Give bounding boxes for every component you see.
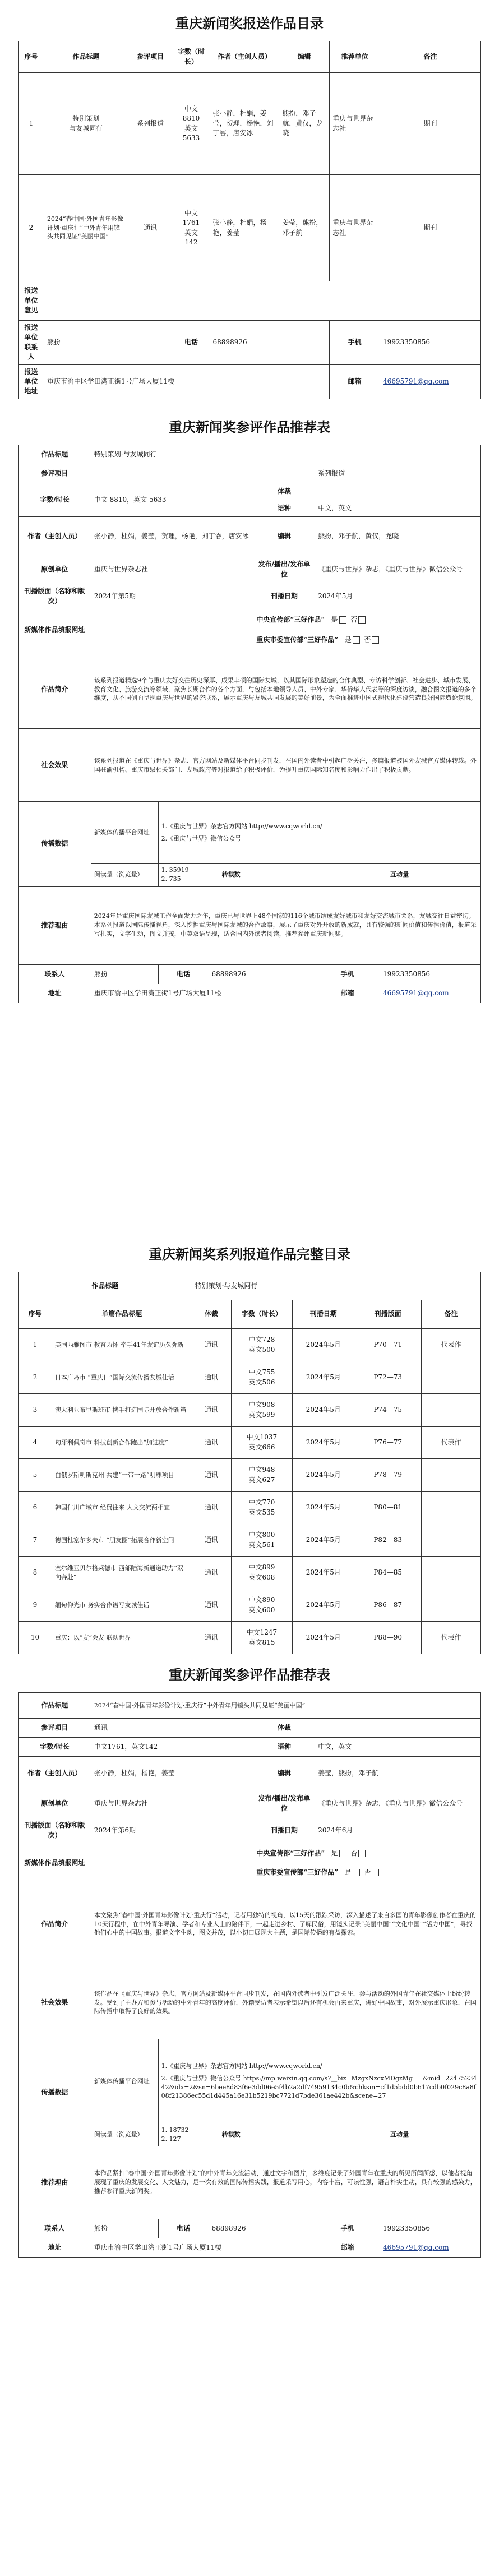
- editor-value: 熊扮，邓子航，黄仅，龙晓: [315, 517, 481, 556]
- addr-value: 重庆市渝中区学田湾正街1号广场大厦11楼: [91, 984, 315, 1003]
- row-editor: 熊扮，邓子航，黄仅，龙晓: [279, 73, 330, 175]
- row-length: 中文755 英文506: [231, 1361, 293, 1394]
- newmedia-label: 新媒体作品填报网址: [19, 1844, 91, 1882]
- row-unit: 重庆与世界杂志社: [330, 73, 380, 175]
- row-genre: 通讯: [192, 1361, 231, 1394]
- no-checkbox[interactable]: [358, 616, 366, 624]
- row-page: P76—77: [354, 1427, 422, 1459]
- series-work-title-label: 作品标题: [19, 1272, 192, 1300]
- row-note: [422, 1589, 481, 1622]
- yes-checkbox[interactable]: [339, 616, 346, 624]
- len-label: 字数/时长: [19, 1738, 91, 1757]
- rec1-table: [18, 445, 481, 1003]
- row-genre: 通讯: [192, 1557, 231, 1589]
- row-date: 2024年5月: [293, 1361, 354, 1394]
- no-checkbox[interactable]: [372, 636, 379, 644]
- table-row: [19, 1459, 481, 1492]
- genre-label: [253, 464, 315, 483]
- phone-value: 68898926: [209, 2219, 315, 2238]
- reason-label: 推荐理由: [19, 886, 91, 964]
- no-label: 否: [364, 635, 371, 644]
- table-row: [19, 1329, 481, 1361]
- contact-label: 联系人: [19, 964, 91, 984]
- issue-label: 刊播版面（名称和版次）: [19, 583, 91, 610]
- mobile-value: 19923350856: [380, 321, 481, 365]
- row-no: 4: [19, 1427, 52, 1459]
- row-title: 塞尔维亚贝尔格莱德市 西部陆海新通道助力“双向奔赴”: [52, 1557, 192, 1589]
- addr-value: 重庆市渝中区学田湾正街1号广场大厦11楼: [91, 2238, 315, 2257]
- table-row: [19, 1622, 481, 1654]
- row-genre: 通讯: [192, 1524, 231, 1557]
- intro-label: 作品简介: [19, 650, 91, 729]
- row-note: [422, 1492, 481, 1524]
- row-note: [422, 1557, 481, 1589]
- dept1-label: 中央宣传部“三好作品”: [256, 1849, 325, 1857]
- row-unit: 重庆与世界杂志社: [330, 175, 380, 281]
- spread-links: [158, 802, 480, 864]
- publish-value: 《重庆与世界》杂志，《重庆与世界》微信公众号: [315, 1790, 481, 1817]
- row-title: 美国西雅图市 教育为怀 牵手41年友谊历久弥新: [52, 1329, 192, 1361]
- row-date: 2024年5月: [293, 1622, 354, 1654]
- editor-label: 编辑: [253, 1757, 315, 1790]
- col-header-title: 单篇作品标题: [52, 1300, 192, 1328]
- editor-label: 编辑: [253, 517, 315, 556]
- lang-value: 中文，英文: [315, 1738, 481, 1757]
- row-genre: 通讯: [192, 1329, 231, 1361]
- work-title-value: 2024“春中国·外国青年影像计划·重庆行”中外青年用镜头共同见证“美丽中国”: [91, 1693, 480, 1719]
- col-header-genre: 体裁: [192, 1300, 231, 1328]
- contact-value: 熊扮: [91, 964, 158, 984]
- row-title: 德国杜塞尔多夫市 “朋友圈”拓展合作新空间: [52, 1524, 192, 1557]
- row-genre: 通讯: [192, 1492, 231, 1524]
- reason-label: 推荐理由: [19, 2146, 91, 2219]
- no-checkbox[interactable]: [358, 1850, 366, 1857]
- spread-platform-label: 新媒体传播平台网址: [91, 2039, 158, 2123]
- yes-label: 是: [331, 1849, 338, 1857]
- col-header-no: 序号: [19, 1300, 52, 1328]
- row-page: P88—90: [354, 1622, 422, 1654]
- yes-label: 是: [344, 1868, 352, 1876]
- row-length: 中文948 英文627: [231, 1459, 293, 1492]
- row-genre: 通讯: [192, 1589, 231, 1622]
- row-length: 中文1247 英文815: [231, 1622, 293, 1654]
- newmedia-label: 新媒体作品填报网址: [19, 610, 91, 650]
- no-label: 否: [350, 615, 358, 624]
- col-header-editor: 编辑: [279, 41, 330, 73]
- email-link[interactable]: 46695791@qq.com: [380, 2238, 481, 2257]
- lang-label: 语种: [253, 500, 315, 517]
- col-header-length: 字数（时长）: [231, 1300, 293, 1328]
- contact-value: 熊扮: [91, 2219, 158, 2238]
- table-row: [19, 1427, 481, 1459]
- rec2-title: 重庆新闻奖参评作品推荐表: [169, 1666, 330, 1683]
- row-length: 中文899 英文608: [231, 1557, 293, 1589]
- newmedia-value: [91, 1844, 253, 1882]
- row-title: 2024“春中国·外国青年影像计划·重庆行”中外青年用镜头共同见证“美丽中国”: [44, 175, 128, 281]
- phone-value: 68898926: [209, 964, 315, 984]
- row-item: 通讯: [128, 175, 173, 281]
- forward-value: [253, 2123, 380, 2146]
- row-note: 代表作: [422, 1329, 481, 1361]
- rec2-form: [0, 1651, 499, 2258]
- row-title: 澳大利亚布里斯班市 携手打造国际开放合作新篇: [52, 1394, 192, 1427]
- row-no: 1: [19, 1329, 52, 1361]
- phone-label: 电话: [158, 964, 209, 984]
- row-no: 2: [19, 1361, 52, 1394]
- row-length: 中文800 英文561: [231, 1524, 293, 1557]
- item-label: 参评项目: [19, 1719, 91, 1738]
- reason-value: 2024年是重庆国际友城工作全面发力之年，重庆已与世界上48个国家的116个城市结成友好城市和友好交流城市关系，友城交往日益密切。本系列报道以国际传播视角，深入挖掘重庆与国际友城的合作故事，展示了重庆对外开放的新成就，具有较强的新闻价值和传播价值，报道采写扎实，文字生动，图文并茂，中英双语呈现，适合国内外读者阅读，推荐参评重庆新闻奖。: [91, 886, 480, 964]
- rec1-title: 重庆新闻奖参评作品推荐表: [169, 419, 330, 435]
- col-header-note: 备注: [380, 41, 481, 73]
- contact-label: 报送单位联系人: [19, 321, 44, 365]
- row-date: 2024年5月: [293, 1427, 354, 1459]
- row-title: 日本广岛市 “重庆日”国际交流传播友城佳话: [52, 1361, 192, 1394]
- col-header-length: 字数（时长）: [173, 41, 210, 73]
- no-label: 否: [364, 1868, 371, 1876]
- row-no: 1: [19, 73, 44, 175]
- row-title: 重庆：以“友”会友 联动世界: [52, 1622, 192, 1654]
- rec1-form: [0, 404, 499, 1003]
- publish-value: 《重庆与世界》杂志，《重庆与世界》微信公众号: [315, 556, 481, 583]
- read-value: 1. 18732 2. 127: [158, 2123, 209, 2146]
- issue-value: 2024年第6期: [91, 1817, 253, 1844]
- read-cell: [91, 2123, 158, 2146]
- table-row: [19, 73, 481, 175]
- email-label: 邮箱: [330, 364, 380, 399]
- opinion-label: 报送单位意见: [19, 281, 44, 321]
- intro-label: 作品简介: [19, 1882, 91, 1966]
- mobile-value: 19923350856: [380, 2219, 481, 2238]
- row-author: 张小静，杜娟，杨艳，姜莹: [210, 175, 279, 281]
- len-label: 字数/时长: [19, 483, 91, 517]
- row-page: P70—71: [354, 1329, 422, 1361]
- forward-value: [253, 864, 380, 887]
- row-date: 2024年5月: [293, 1394, 354, 1427]
- contact-value: 熊扮: [44, 321, 173, 365]
- dept1-label: 中央宣传部“三好作品”: [256, 615, 325, 624]
- col-header-title: 作品标题: [44, 41, 128, 73]
- email-link[interactable]: 46695791@qq.com: [380, 984, 481, 1003]
- effect-label: 社会效果: [19, 1966, 91, 2039]
- len-value: 中文1761，英文142: [91, 1738, 253, 1757]
- row-note: 代表作: [422, 1427, 481, 1459]
- row-page: P74—75: [354, 1394, 422, 1427]
- dept2-label: 重庆市委宣传部“三好作品”: [256, 635, 339, 644]
- row-genre: 通讯: [192, 1622, 231, 1654]
- row-date: 2024年5月: [293, 1589, 354, 1622]
- read-label: 阅读量（浏览量）: [94, 2130, 144, 2138]
- col-header-note: 备注: [422, 1300, 481, 1328]
- row-editor: 姜莹，熊扮，邓子航: [279, 175, 330, 281]
- row-page: P72—73: [354, 1361, 422, 1394]
- dept2-row: [253, 630, 481, 650]
- row-no: 5: [19, 1459, 52, 1492]
- mail-label: 邮箱: [315, 2238, 380, 2257]
- publish-label: 发布/播出/发布单位: [253, 556, 315, 583]
- publish-label: 发布/播出/发布单位: [253, 1790, 315, 1817]
- date-value: 2024年6月: [315, 1817, 481, 1844]
- genre-item-value: 系列报道: [315, 464, 481, 483]
- effect-value: 该作品在《重庆与世界》杂志、官方网站及新媒体平台同步刊发，在国内外读者中引发广泛关注，参与活动的外国青年在社交媒体上纷纷转发。受到了主办方和参与活动的中外青年的高度评价，外籍受访者表示希望以后还有机会再来重庆，讲好中国故事，对外展示重庆形象，在国际传播中取得了良好的效果。: [91, 1966, 480, 2039]
- row-no: 7: [19, 1524, 52, 1557]
- interact-value: [419, 2123, 481, 2146]
- col-header-item: 参评项目: [128, 41, 173, 73]
- address-value: 重庆市渝中区学田湾正街1号广场大厦11楼: [44, 364, 329, 399]
- phone-label: 电话: [158, 2219, 209, 2238]
- mobile-label: 手机: [315, 2219, 380, 2238]
- outlet-value: 重庆与世界杂志社: [91, 556, 253, 583]
- row-genre: 通讯: [192, 1427, 231, 1459]
- item-label: 参评项目: [19, 464, 91, 483]
- table-row: [19, 1557, 481, 1589]
- reg-title: 重庆新闻奖报送作品目录: [175, 15, 324, 31]
- series-rows: [18, 1328, 481, 1654]
- row-title: 匈牙利佩奇市 科技创新合作跑出“加速度”: [52, 1427, 192, 1459]
- col-header-no: 序号: [19, 41, 44, 73]
- col-header-page: 刊播版面: [354, 1300, 422, 1328]
- forward-label: 转载数: [209, 864, 253, 887]
- row-note: 代表作: [422, 1622, 481, 1654]
- opinion-value: [44, 281, 480, 321]
- row-no: 8: [19, 1557, 52, 1589]
- row-length: 中文1037 英文666: [231, 1427, 293, 1459]
- addr-label: 地址: [19, 984, 91, 1003]
- spread-link-1[interactable]: 1.《重庆与世界》杂志官方网站 http://www.cqworld.cn/: [161, 822, 322, 830]
- row-page: P86—87: [354, 1589, 422, 1622]
- outlet-label: 原创单位: [19, 556, 91, 583]
- mobile-label: 手机: [315, 964, 380, 984]
- addr-label: 地址: [19, 2238, 91, 2257]
- interact-label: 互动量: [380, 2123, 419, 2146]
- row-date: 2024年5月: [293, 1329, 354, 1361]
- reg-table: [18, 41, 481, 399]
- genre-label: 体裁: [253, 1719, 315, 1738]
- table-row: [19, 175, 481, 281]
- item-value: 通讯: [91, 1719, 253, 1738]
- author-label: 作者（主创人员）: [19, 1757, 91, 1790]
- table-row: [19, 1492, 481, 1524]
- read-cell: [91, 864, 158, 887]
- interact-value: [419, 864, 481, 887]
- spread-link-1[interactable]: 1.《重庆与世界》杂志官方网站 http://www.cqworld.cn/: [161, 2062, 322, 2070]
- phone-value: 68898926: [210, 321, 330, 365]
- genre-value: [315, 1719, 481, 1738]
- read-label: 阅读量（浏览量）: [94, 870, 144, 878]
- row-length: 中文 8810 英文 5633: [173, 73, 210, 175]
- phone-label: 电话: [173, 321, 210, 365]
- author-value: 张小静，杜娟，杨艳，姜莹: [91, 1757, 253, 1790]
- contact-label: 联系人: [19, 2219, 91, 2238]
- dept1-row: [253, 610, 481, 630]
- table-row: [19, 1394, 481, 1427]
- row-genre: 通讯: [192, 1459, 231, 1492]
- row-length: 中文890 英文600: [231, 1589, 293, 1622]
- mobile-value: 19923350856: [380, 964, 481, 984]
- col-header-unit: 推荐单位: [330, 41, 380, 73]
- issue-value: 2024年第5期: [91, 583, 253, 610]
- genre-label: 体裁: [253, 483, 315, 500]
- row-note: 期刊: [380, 175, 481, 281]
- series-table: [18, 1272, 481, 1328]
- row-title: 白俄罗斯明斯克州 共建“一带一路”明珠项目: [52, 1459, 192, 1492]
- row-length: 中文908 英文599: [231, 1394, 293, 1427]
- row-genre: 通讯: [192, 1394, 231, 1427]
- row-length: 中文770 英文535: [231, 1492, 293, 1524]
- editor-value: 姜莹，熊扮，邓子航: [315, 1757, 481, 1790]
- outlet-label: 原创单位: [19, 1790, 91, 1817]
- yes-checkbox[interactable]: [353, 1869, 360, 1876]
- row-length: 中文728 英文500: [231, 1329, 293, 1361]
- col-header-date: 刊播日期: [293, 1300, 354, 1328]
- dept2-label: 重庆市委宣传部“三好作品”: [256, 1868, 339, 1876]
- spread-platform-label: 新媒体传播平台网址: [91, 802, 158, 864]
- newmedia-value: [91, 610, 253, 650]
- row-length: 中文 1761 英文 142: [173, 175, 210, 281]
- row-no: 10: [19, 1622, 52, 1654]
- row-page: P78—79: [354, 1459, 422, 1492]
- no-checkbox[interactable]: [372, 1869, 379, 1876]
- outlet-value: 重庆与世界杂志社: [91, 1790, 253, 1817]
- row-author: 张小静，杜娟，姜莹，贺理，杨艳，刘丁睿，唐安冰: [210, 73, 279, 175]
- table-row: [19, 1524, 481, 1557]
- row-date: 2024年5月: [293, 1557, 354, 1589]
- row-title: 特别策划 与友城同行: [44, 73, 128, 175]
- row-no: 3: [19, 1394, 52, 1427]
- row-note: [422, 1394, 481, 1427]
- rec2-table: [18, 1692, 481, 2258]
- spread-links: [158, 2039, 480, 2123]
- intro-value: 该系列报道精选9个与重庆友好交往历史深厚、成果丰硕的国际友城，以其国际形象塑造的合作典型、专访科学创新、社会进步、城市发展、教育文化、旅游交流等领域，聚焦长期合作的各个方面，与包括本地领导人员、中外专家、华侨华人代表等的深度访谈，融合图文报道的多个维度，从不同侧面呈现重庆与世界的紧密联系，展示重庆与友城共同发展的美好前景，为全面推进中国式现代化建设营造良好国际舆论氛围。: [91, 650, 480, 729]
- yes-label: 是: [344, 635, 352, 644]
- row-no: 6: [19, 1492, 52, 1524]
- row-date: 2024年5月: [293, 1492, 354, 1524]
- series-form: [0, 1231, 499, 1654]
- dept2-row: [253, 1863, 481, 1882]
- email-link[interactable]: 46695791@qq.com: [380, 364, 481, 399]
- spread-link-2[interactable]: 2.《重庆与世界》微信公众号 https://mp.weixin.qq.com/s?__biz=MzgxNzcxMDgzMg==&mid=2247523442&idx=2&sn=6bee8d83f6e3dd06e5f4b2a2df74959134c0b&chksm=cf1d5bdd0b617cdb0f029c8a8f08f21386ec55d1d445a16e31b5219bc7721d7bde361ae442b&scene=27: [161, 2074, 477, 2100]
- table-row: [19, 1361, 481, 1394]
- date-value: 2024年5月: [315, 583, 481, 610]
- table-row: [19, 1589, 481, 1622]
- work-title-value: 特别策划·与友城同行: [91, 445, 480, 464]
- row-note: [422, 1361, 481, 1394]
- mail-label: 邮箱: [315, 984, 380, 1003]
- yes-checkbox[interactable]: [353, 636, 360, 644]
- effect-value: 该系列报道在《重庆与世界》杂志、官方网站及新媒体平台同步刊发，在国内外读者中引起广泛关注，多篇报道被国外友城官方媒体转载。外国驻渝机构、重庆市级相关部门、友城政府等对报道给予积极评价，为提升重庆国际知名度和影响力作出了积极贡献。: [91, 729, 480, 802]
- item-value: [91, 464, 253, 483]
- reason-value: 本作品紧扣“春中国·外国青年影像计划”的中外青年交流活动，通过文字和图片，多维度记录了外国青年在重庆的所见所闻所感，以他者视角展现了重庆的发展变化、人文魅力，是一次有效的国际传播实践，报道采写用心，内容丰富，可读性强，语言朴实生动，具有较强的感染力，推荐参评重庆新闻奖。: [91, 2146, 480, 2219]
- dept1-row: [253, 1844, 481, 1863]
- len-value: 中文 8810，英文 5633: [91, 483, 253, 517]
- work-title-label: 作品标题: [19, 1693, 91, 1719]
- work-title-label: 作品标题: [19, 445, 91, 464]
- no-label: 否: [350, 1849, 358, 1857]
- row-item: 系列报道: [128, 73, 173, 175]
- row-no: 2: [19, 175, 44, 281]
- read-value: 1. 35919 2. 735: [158, 864, 209, 887]
- interact-label: 互动量: [380, 864, 419, 887]
- yes-label: 是: [331, 615, 338, 624]
- lang-label: 语种: [253, 1738, 315, 1757]
- yes-checkbox[interactable]: [339, 1850, 346, 1857]
- row-note: [422, 1459, 481, 1492]
- effect-label: 社会效果: [19, 729, 91, 802]
- row-page: P84—85: [354, 1557, 422, 1589]
- date-label: 刊播日期: [253, 583, 315, 610]
- row-date: 2024年5月: [293, 1524, 354, 1557]
- lang-value: 中文，英文: [315, 500, 481, 517]
- mobile-label: 手机: [330, 321, 380, 365]
- row-note: [422, 1524, 481, 1557]
- reg-form: [0, 0, 499, 399]
- row-note: 期刊: [380, 73, 481, 175]
- forward-label: 转载数: [209, 2123, 253, 2146]
- row-no: 9: [19, 1589, 52, 1622]
- series-title: 重庆新闻奖系列报道作品完整目录: [149, 1246, 350, 1262]
- intro-value: 本文聚焦“春中国·外国青年影像计划·重庆行”活动，记者用独特的视角，以15天的跟踪采访，深入描述了来自多国的青年影像创作者在重庆的10天行程中，在中外青年导演、学者和专业人士的陪伴下，一起走进乡村、了解民俗，用镜头记录“美丽中国”“文化中国”“活力中国”，寻找他们心中的中国故事。报道文字生动，图文并茂，以小切口展现大主题，是国际传播的有益探索。: [91, 1882, 480, 1966]
- row-page: P82—83: [354, 1524, 422, 1557]
- row-title: 韩国仁川广域市 经贸往来 人文交流两相宜: [52, 1492, 192, 1524]
- author-label: 作者（主创人员）: [19, 517, 91, 556]
- spread-link-2[interactable]: 2.《重庆与世界》微信公众号: [161, 834, 242, 842]
- author-value: 张小静，杜娟，姜莹，贺理，杨艳，刘丁睿，唐安冰: [91, 517, 253, 556]
- row-title: 缅甸仰光市 务实合作谱写友城佳话: [52, 1589, 192, 1622]
- spread-label: 传播数据: [19, 2039, 91, 2146]
- issue-label: 刊播版面（名称和版次）: [19, 1817, 91, 1844]
- spread-label: 传播数据: [19, 802, 91, 887]
- row-date: 2024年5月: [293, 1459, 354, 1492]
- date-label: 刊播日期: [253, 1817, 315, 1844]
- genre-value: [315, 483, 481, 500]
- row-page: P80—81: [354, 1492, 422, 1524]
- series-work-title-value: 特别策划·与友城同行: [192, 1272, 480, 1300]
- col-header-author: 作者（主创人员）: [210, 41, 279, 73]
- address-label: 报送单位地址: [19, 364, 44, 399]
